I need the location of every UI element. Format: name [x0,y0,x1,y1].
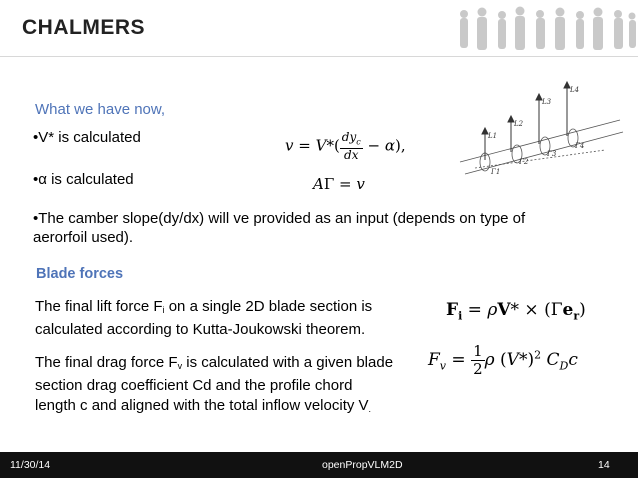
velocity-equation: v = V*( $\frac{dy_c}{dx}$ − α), [285,130,406,163]
footer-bar [0,452,638,478]
slide-subtitle: What we have now, [35,101,166,118]
lift-paragraph [35,297,405,340]
bullet-alpha: •α is calculated [33,171,134,188]
lift-force-equation: $F_i = \rho V* \times (\Gamma e_r)$ [446,300,586,323]
label-l1: L1 [488,132,498,140]
drag-paragraph [35,353,395,419]
people-silhouettes-image [452,6,638,52]
lift-text-before: The final lift force F [35,298,163,315]
chalmers-logo: CHALMERS [22,16,145,39]
circulation-equation: AΓ = v [313,175,365,193]
label-l2: L2 [514,120,524,128]
lift-text-after: on a single 2D blade section is calculated according to Kutta-Joukowski theorem. [35,298,373,338]
bullet-camber-slope: •The camber slope(dy/dx) will ve provided as an input (depends on type of aerorfoil used). [33,210,526,246]
drag-text-after: is calculated with a given blade section drag coefficient Cd and the profile chord length c and aligned with the total inflow velocity V [35,354,394,414]
drag-trailing: . [368,404,372,414]
header-divider [0,56,638,57]
blade-vortex-diagram [455,80,625,190]
page-number: 14 [598,459,610,471]
label-l4: L4 [570,86,580,94]
lift-subscript: i [162,305,165,315]
label-l3: L3 [542,98,552,106]
label-gamma2: Γ2 [519,158,529,166]
label-gamma1: Γ1 [491,168,501,176]
drag-force-equation: $F_v$ = $\frac{1}{2}$ ρ $(V*)^2$ $C_Dc$ [428,342,578,378]
footer-date: 11/30/14 [10,459,51,471]
label-gamma3: Γ3 [547,150,557,158]
footer-title: openPropVLM2D [322,459,403,471]
label-gamma4: Γ4 [575,142,585,150]
bullet-v-star: •V* is calculated [33,129,141,146]
drag-text-before: The final drag force F [35,354,178,371]
section-title-blade-forces: Blade forces [36,266,124,282]
drag-subscript: v [177,361,183,371]
